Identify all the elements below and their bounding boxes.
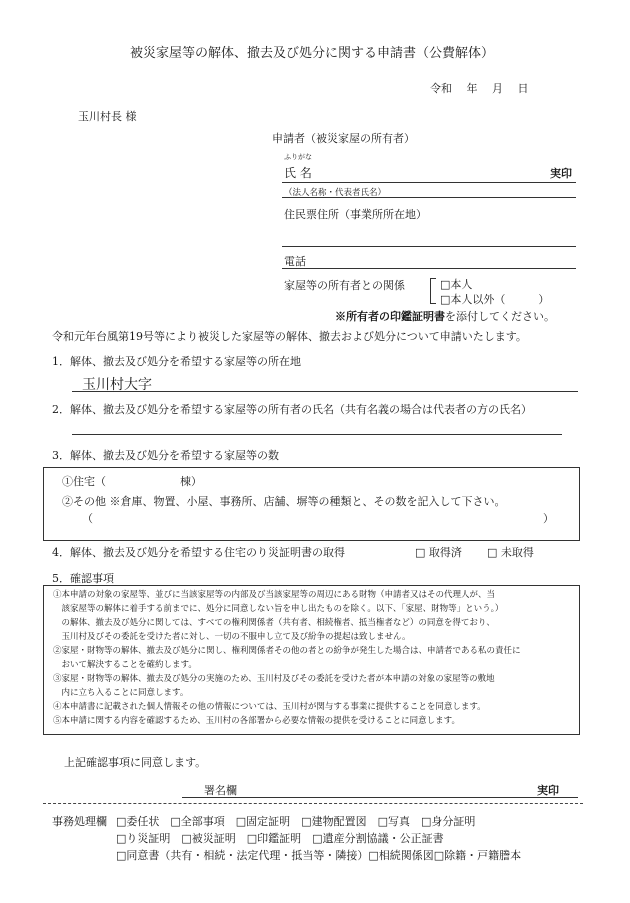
house-count-label[interactable]: ①住宅（ [62,475,106,488]
corp-field[interactable] [282,197,576,198]
other-buildings-label: ②その他 ※倉庫、物置、小屋、事務所、店舗、塀等の種類と、その数を記入して下さい。 [62,495,506,508]
consent-text: 上記確認事項に同意します。 [64,756,207,769]
relation-label: 家屋等の所有者との関係 [284,279,405,292]
office-row-1[interactable]: □委任状 □全部事項 □固定証明 □建物配置図 □写真 □身分証明 [116,815,476,828]
confirmation-line: の解体、撤去及び処分に関しては、すべての権利関係者（共有者、相続権者、抵当権者など）の同意を得ており、 [53,618,495,628]
signature-seal: 実印 [537,784,559,797]
relation-other-checkbox[interactable]: □本人以外（ ） [440,293,550,306]
location-field[interactable] [72,391,578,392]
relation-self-checkbox[interactable]: □本人 [440,278,473,291]
office-row-3[interactable]: □同意書（共有・相続・法定代理・抵当等・隣接）□相続関係図□除籍・戸籍謄本 [116,849,522,862]
relation-bracket [430,278,436,304]
confirmation-line: 内に立ち入ることに同意します。 [53,688,189,698]
section1-heading: 1．解体、撤去及び処分を希望する家屋等の所在地 [52,355,301,368]
seal-cert-note [335,308,555,324]
office-divider [43,803,583,804]
section3-heading: 3．解体、撤去及び処分を希望する家屋等の数 [52,449,279,462]
corp-note: （法人名称・代表者氏名） [284,188,387,198]
addressee: 玉川村長 様 [78,110,137,123]
seal-cert-note-rest: を添付してください。 [445,310,555,323]
confirmation-line: 該家屋等の解体に着手する前までに、処分に同意しない旨を申し出たものを除く。以下、「家屋、財物等」という。） [53,604,504,614]
confirmation-line: ⑤本申請に関する内容を確認するため、玉川村の各部署から必要な情報の提供を受けることに同意します。 [53,716,460,726]
section4-heading: 4．解体、撤去及び処分を希望する住宅のり災証明書の取得 [52,546,345,559]
seal-cert-note-bold: ※所有者の印鑑証明書 [335,310,445,323]
page-title: 被災家屋等の解体、撤去及び処分に関する申請書（公費解体） [130,46,495,61]
confirmation-line: おいて解決することを確約します。 [53,660,197,670]
name-field[interactable] [282,182,576,183]
signature-label: 署名欄 [204,784,237,797]
name-label: 氏 名 [284,166,312,180]
intro-text: 令和元年台風第19号等により被災した家屋等の解体、撤去および処分について申請いたします。 [52,330,527,343]
phone-field[interactable] [282,268,576,269]
office-label: 事務処理欄 [52,815,107,828]
confirmation-line: ③家屋・財物等の解体、撤去及び処分の実施のため、玉川村及びその委託を受けた者が本申請の対象の家屋等の敷地 [53,674,495,684]
office-row-2[interactable]: □り災証明 □被災証明 □印鑑証明 □遺産分割協議・公正証書 [116,832,444,845]
confirmation-line: 玉川村及びその委託を受けた者に対し、一切の不服申し立て及び紛争の提起は致しません。 [53,632,411,642]
other-paren-open[interactable]: （ [82,512,93,525]
phone-label: 電話 [284,255,306,268]
applicant-header: 申請者（被災家屋の所有者） [272,132,415,145]
location-value[interactable]: 玉川村大字 [82,377,152,393]
furigana-label: ふりがな [284,153,312,161]
house-count-unit: 棟） [180,475,202,488]
section5-heading: 5．確認事項 [52,572,114,585]
confirmation-line: ①本申請の対象の家屋等、並びに当該家屋等の内部及び当該家屋等の周辺にある財物（申請者又はその代理人が、当 [53,590,496,600]
address-label: 住民票住所（事業所所在地） [284,208,427,221]
confirmation-line: ②家屋・財物等の解体、撤去及び処分に関し、権利関係者その他の者との紛争が発生した場合は、申請者である私の責任に [53,646,521,656]
confirmation-box [43,585,580,735]
date-line: 令和 年 月 日 [430,82,529,95]
signature-field[interactable] [182,797,578,798]
confirmation-line: ④本申請書に記載された個人情報その他の情報については、玉川村が関与する事業に提供することを同意します。 [53,702,486,712]
owner-name-field[interactable] [72,434,562,435]
cert-obtained-checkbox[interactable]: □ 取得済 [415,546,462,559]
cert-not-obtained-checkbox[interactable]: □ 未取得 [487,546,534,559]
section2-heading: 2．解体、撤去及び処分を希望する家屋等の所有者の氏名（共有名義の場合は代表者の方の氏名） [52,403,532,416]
other-paren-close: ） [543,512,554,525]
address-field[interactable] [282,246,576,247]
name-seal: 実印 [550,167,572,180]
